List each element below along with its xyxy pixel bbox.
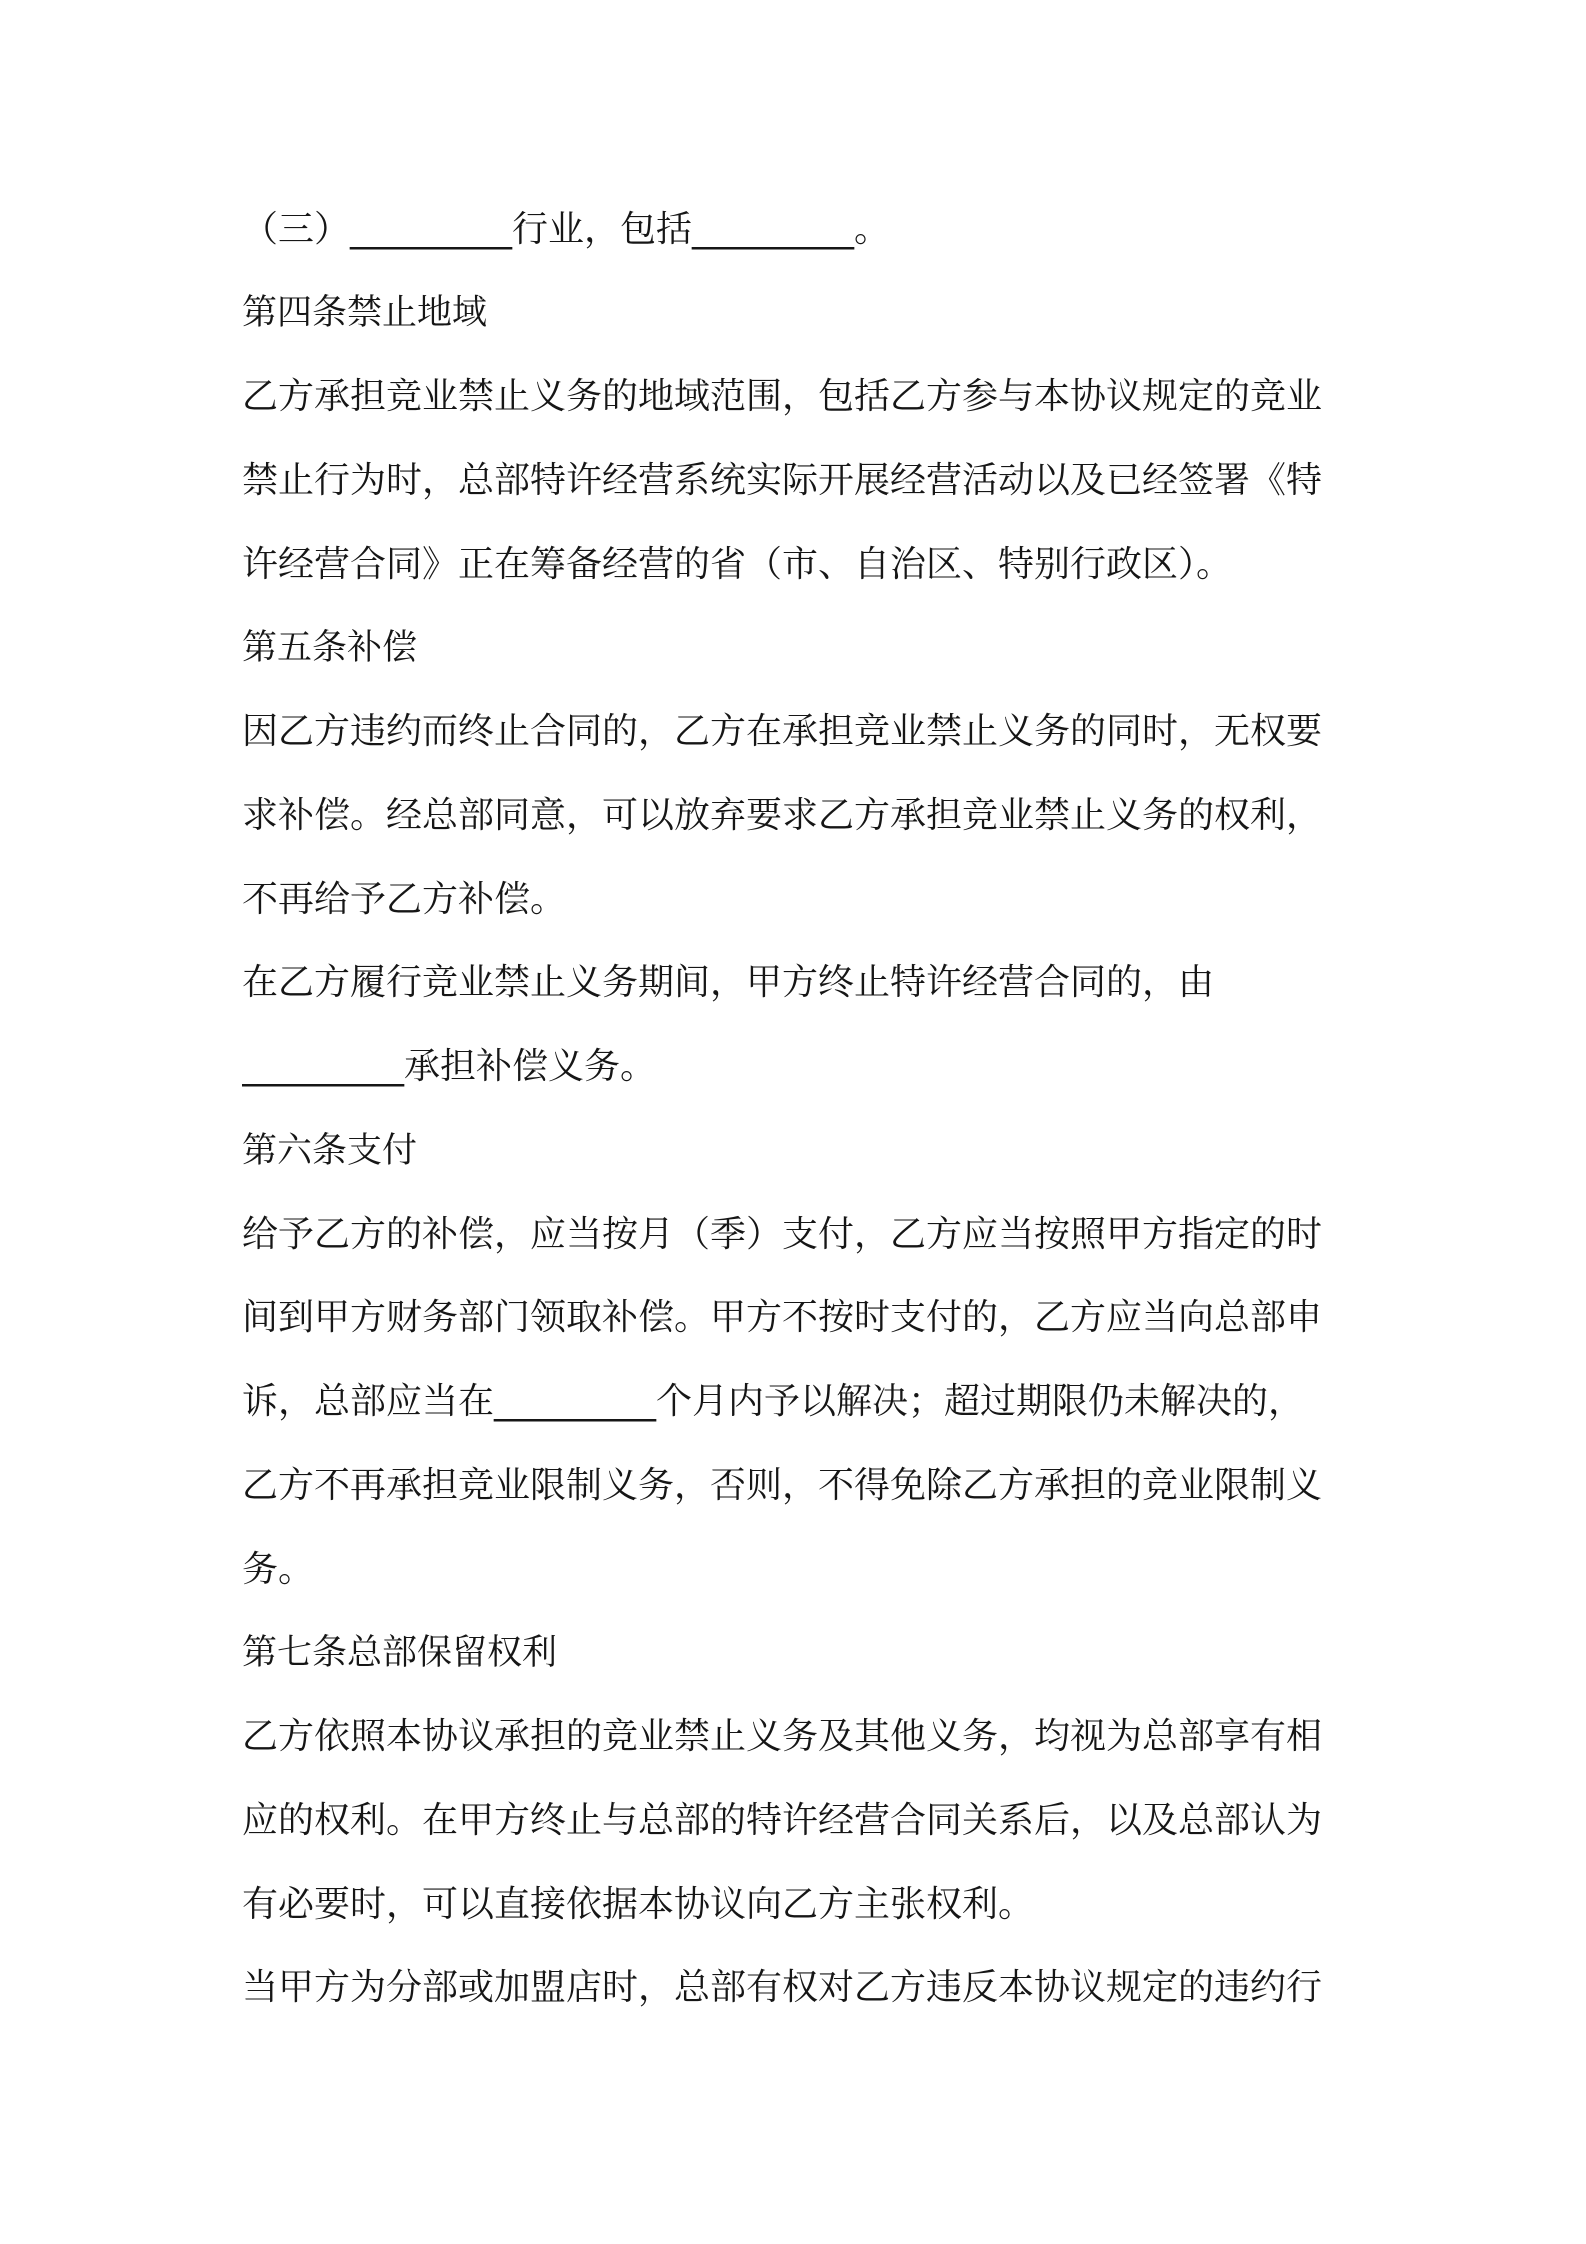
paragraph-line: 许经营合同》正在筹备经营的省（市、自治区、特别行政区）。 — [242, 544, 1233, 585]
paragraph-line: 给予乙方的补偿，应当按月（季）支付，乙方应当按照甲方指定的时 — [242, 1214, 1323, 1255]
paragraph-line: 应的权利。在甲方终止与总部的特许经营合同关系后，以及总部认为 — [242, 1800, 1323, 1841]
paragraph-line: 务。 — [242, 1549, 315, 1590]
paragraph-line: 诉，总部应当在_________个月内予以解决；超过期限仍未解决的， — [242, 1381, 1305, 1422]
article-5-heading: 第五条补偿 — [242, 628, 418, 668]
paragraph-line: 间到甲方财务部门领取补偿。甲方不按时支付的，乙方应当向总部申 — [242, 1297, 1323, 1338]
paragraph-line: 因乙方违约而终止合同的，乙方在承担竞业禁止义务的同时，无权要 — [242, 711, 1323, 752]
paragraph-line: 禁止行为时，总部特许经营系统实际开展经营活动以及已经签署《特 — [242, 460, 1323, 501]
paragraph-line: 求补偿。经总部同意，可以放弃要求乙方承担竞业禁止义务的权利， — [242, 795, 1323, 836]
paragraph-line: 乙方不再承担竞业限制义务，否则，不得免除乙方承担的竞业限制义 — [242, 1465, 1323, 1506]
clause-3-industry-line: （三）_________行业，包括_________。 — [242, 209, 891, 250]
paragraph-line: 不再给予乙方补偿。 — [242, 879, 567, 920]
article-4-heading: 第四条禁止地域 — [242, 293, 488, 333]
paragraph-line: 有必要时，可以直接依据本协议向乙方主张权利。 — [242, 1884, 1035, 1925]
paragraph-line: 乙方依照本协议承担的竞业禁止义务及其他义务，均视为总部享有相 — [242, 1716, 1323, 1757]
paragraph-line: 当甲方为分部或加盟店时，总部有权对乙方违反本协议规定的违约行 — [242, 1967, 1323, 2008]
paragraph-line: 在乙方履行竞业禁止义务期间，甲方终止特许经营合同的，由 — [242, 962, 1215, 1003]
paragraph-line: 乙方承担竞业禁止义务的地域范围，包括乙方参与本协议规定的竞业 — [242, 376, 1323, 417]
article-6-heading: 第六条支付 — [242, 1131, 418, 1171]
paragraph-line: _________承担补偿义务。 — [242, 1046, 657, 1087]
article-7-heading: 第七条总部保留权利 — [242, 1633, 558, 1673]
